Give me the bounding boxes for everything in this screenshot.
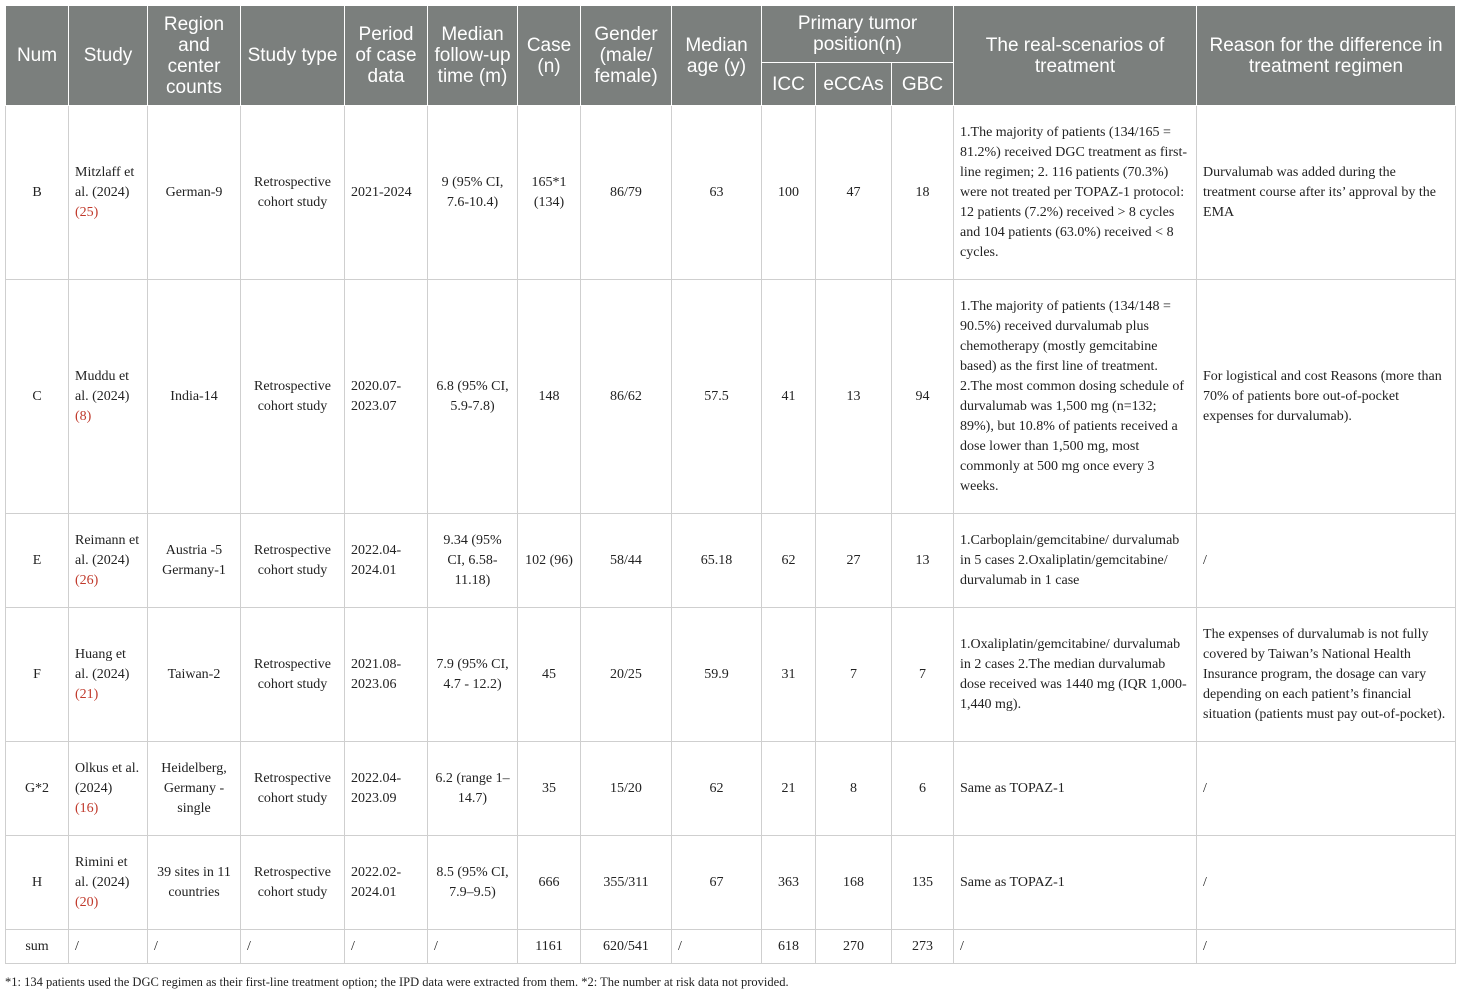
table-row: [6, 106, 1456, 280]
table-row: [6, 742, 1456, 836]
cell-study: [69, 514, 148, 608]
sum-period: /: [345, 930, 428, 964]
cell-gbc: 6: [892, 742, 954, 836]
cell-gender: 86/62: [581, 280, 672, 514]
header-row: [6, 6, 1456, 63]
cell-gbc: 13: [892, 514, 954, 608]
cell-study-type: Retrospective cohort study: [241, 836, 345, 930]
cell-gender: 20/25: [581, 608, 672, 742]
table-row: [6, 836, 1456, 930]
cell-real-scenarios: 1.Carboplain/gemcitabine/ durvalumab in 5 cases 2.Oxaliplatin/gemcitabine/ durvalumab in 1 case: [954, 514, 1197, 608]
header-study: Study: [69, 6, 148, 106]
header-period: Period of case data: [345, 6, 428, 106]
cell-case: 102 (96): [518, 514, 581, 608]
cell-case: 666: [518, 836, 581, 930]
table-container: [5, 5, 1455, 964]
study-table: [5, 5, 1456, 964]
header-gbc: GBC: [892, 63, 954, 106]
cell-study-type: Retrospective cohort study: [241, 608, 345, 742]
cell-follow-up: 9 (95% CI, 7.6-10.4): [428, 106, 518, 280]
sum-gbc: 273: [892, 930, 954, 964]
cell-reason: Durvalumab was added during the treatment course after its’ approval by the EMA: [1197, 106, 1456, 280]
study-name: Rimini et al. (2024): [75, 854, 130, 890]
cell-follow-up: 9.34 (95% CI, 6.58-11.18): [428, 514, 518, 608]
cell-num: E: [6, 514, 69, 608]
cell-median-age: 63: [672, 106, 762, 280]
cell-ecca: 47: [816, 106, 892, 280]
header-follow-up: Median follow-up time (m): [428, 6, 518, 106]
cell-region: German-9: [148, 106, 241, 280]
cell-period: 2022.02-2024.01: [345, 836, 428, 930]
cell-real-scenarios: 1.The majority of patients (134/165 = 81.2%) received DGC treatment as first-line regimen; 2. 116 patients (70.3%) were not treated per TOPAZ-1 protocol: 12 patients (7.2%) received > 8 cycles and 104 patients (63.0%) received < 8 cycles.: [954, 106, 1197, 280]
cell-reason: /: [1197, 836, 1456, 930]
cell-study-type: Retrospective cohort study: [241, 106, 345, 280]
header-gender: Gender (male/ female): [581, 6, 672, 106]
cell-icc: 100: [762, 106, 816, 280]
header-study-type: Study type: [241, 6, 345, 106]
cell-follow-up: 8.5 (95% CI, 7.9–9.5): [428, 836, 518, 930]
header-reason: Reason for the difference in treatment regimen: [1197, 6, 1456, 106]
cell-ecca: 27: [816, 514, 892, 608]
table-footnote: *1: 134 patients used the DGC regimen as their first-line treatment option; the IPD data were extracted from them. *2: The number at risk data not provided.: [5, 975, 789, 989]
cell-icc: 41: [762, 280, 816, 514]
cell-ecca: 8: [816, 742, 892, 836]
cell-study-type: Retrospective cohort study: [241, 514, 345, 608]
cell-study: [69, 280, 148, 514]
study-reference-link[interactable]: (26): [75, 572, 99, 588]
cell-real-scenarios: Same as TOPAZ-1: [954, 836, 1197, 930]
cell-num: G*2: [6, 742, 69, 836]
cell-median-age: 67: [672, 836, 762, 930]
study-name: Olkus et al. (2024): [75, 760, 140, 796]
cell-ecca: 7: [816, 608, 892, 742]
cell-study: [69, 836, 148, 930]
cell-gbc: 18: [892, 106, 954, 280]
sum-case: 1161: [518, 930, 581, 964]
cell-follow-up: 6.8 (95% CI, 5.9-7.8): [428, 280, 518, 514]
cell-period: 2020.07-2023.07: [345, 280, 428, 514]
cell-gbc: 135: [892, 836, 954, 930]
cell-period: 2022.04-2024.01: [345, 514, 428, 608]
cell-case: 148: [518, 280, 581, 514]
cell-gender: 86/79: [581, 106, 672, 280]
cell-period: 2022.04-2023.09: [345, 742, 428, 836]
cell-median-age: 62: [672, 742, 762, 836]
cell-case: 35: [518, 742, 581, 836]
cell-real-scenarios: 1.The majority of patients (134/148 = 90.5%) received durvalumab plus chemotherapy (mostly gemcitabine based) as the first line of treatment. 2.The most common dosing schedule of durvalumab was 1,500 mg (n=132; 89%), but 10.8% of patients received a dose lower than 1,500 mg, most commonly at 500 mg once every 3 weeks.: [954, 280, 1197, 514]
study-name: Muddu et al. (2024): [75, 368, 130, 404]
cell-num: C: [6, 280, 69, 514]
study-reference-link[interactable]: (8): [75, 408, 92, 424]
cell-case: 45: [518, 608, 581, 742]
sum-num: sum: [6, 930, 69, 964]
cell-region: Taiwan-2: [148, 608, 241, 742]
cell-icc: 62: [762, 514, 816, 608]
cell-icc: 363: [762, 836, 816, 930]
cell-reason: The expenses of durvalumab is not fully covered by Taiwan’s National Health Insurance program, the dosage can vary depending on each patient’s financial situation (patients must pay out-of-pocket).: [1197, 608, 1456, 742]
sum-icc: 618: [762, 930, 816, 964]
cell-follow-up: 6.2 (range 1–14.7): [428, 742, 518, 836]
cell-ecca: 13: [816, 280, 892, 514]
sum-reason: /: [1197, 930, 1456, 964]
cell-period: 2021.08-2023.06: [345, 608, 428, 742]
cell-follow-up: 7.9 (95% CI, 4.7 - 12.2): [428, 608, 518, 742]
cell-median-age: 59.9: [672, 608, 762, 742]
table-row: [6, 280, 1456, 514]
sum-study-type: /: [241, 930, 345, 964]
sum-follow-up: /: [428, 930, 518, 964]
sum-median-age: /: [672, 930, 762, 964]
sum-row: [6, 930, 1456, 964]
cell-region: 39 sites in 11 countries: [148, 836, 241, 930]
cell-median-age: 57.5: [672, 280, 762, 514]
cell-real-scenarios: Same as TOPAZ-1: [954, 742, 1197, 836]
sum-study: /: [69, 930, 148, 964]
cell-num: F: [6, 608, 69, 742]
header-ecca: eCCAs: [816, 63, 892, 106]
cell-reason: For logistical and cost Reasons (more than 70% of patients bore out-of-pocket expenses for durvalumab).: [1197, 280, 1456, 514]
header-case: Case (n): [518, 6, 581, 106]
cell-study: [69, 608, 148, 742]
cell-icc: 21: [762, 742, 816, 836]
cell-reason: /: [1197, 742, 1456, 836]
header-median-age: Median age (y): [672, 6, 762, 106]
table-row: [6, 514, 1456, 608]
cell-gbc: 94: [892, 280, 954, 514]
cell-num: B: [6, 106, 69, 280]
sum-region: /: [148, 930, 241, 964]
cell-gender: 15/20: [581, 742, 672, 836]
sum-ecca: 270: [816, 930, 892, 964]
cell-region: Heidelberg, Germany -single: [148, 742, 241, 836]
cell-study-type: Retrospective cohort study: [241, 742, 345, 836]
cell-study-type: Retrospective cohort study: [241, 280, 345, 514]
sum-real-scenarios: /: [954, 930, 1197, 964]
cell-region: Austria -5 Germany-1: [148, 514, 241, 608]
cell-case: 165*1 (134): [518, 106, 581, 280]
cell-region: India-14: [148, 280, 241, 514]
header-region: Region and center counts: [148, 6, 241, 106]
study-name: Mitzlaff et al. (2024): [75, 164, 135, 200]
cell-num: H: [6, 836, 69, 930]
cell-study: [69, 106, 148, 280]
cell-study: [69, 742, 148, 836]
header-tumor-group: Primary tumor position(n): [762, 6, 954, 63]
table-row: [6, 608, 1456, 742]
header-icc: ICC: [762, 63, 816, 106]
header-num: Num: [6, 6, 69, 106]
cell-icc: 31: [762, 608, 816, 742]
cell-ecca: 168: [816, 836, 892, 930]
study-reference-link[interactable]: (25): [75, 204, 99, 220]
cell-period: 2021-2024: [345, 106, 428, 280]
cell-real-scenarios: 1.Oxaliplatin/gemcitabine/ durvalumab in 2 cases 2.The median durvalumab dose received was 1440 mg (IQR 1,000-1,440 mg).: [954, 608, 1197, 742]
cell-gender: 355/311: [581, 836, 672, 930]
sum-gender: 620/541: [581, 930, 672, 964]
study-name: Huang et al. (2024): [75, 646, 130, 682]
study-reference-link[interactable]: (20): [75, 894, 99, 910]
cell-reason: /: [1197, 514, 1456, 608]
cell-gender: 58/44: [581, 514, 672, 608]
cell-median-age: 65.18: [672, 514, 762, 608]
cell-gbc: 7: [892, 608, 954, 742]
study-reference-link[interactable]: (21): [75, 686, 99, 702]
header-real-scenarios: The real-scenarios of treatment: [954, 6, 1197, 106]
study-reference-link[interactable]: (16): [75, 800, 99, 816]
study-name: Reimann et al. (2024): [75, 532, 140, 568]
